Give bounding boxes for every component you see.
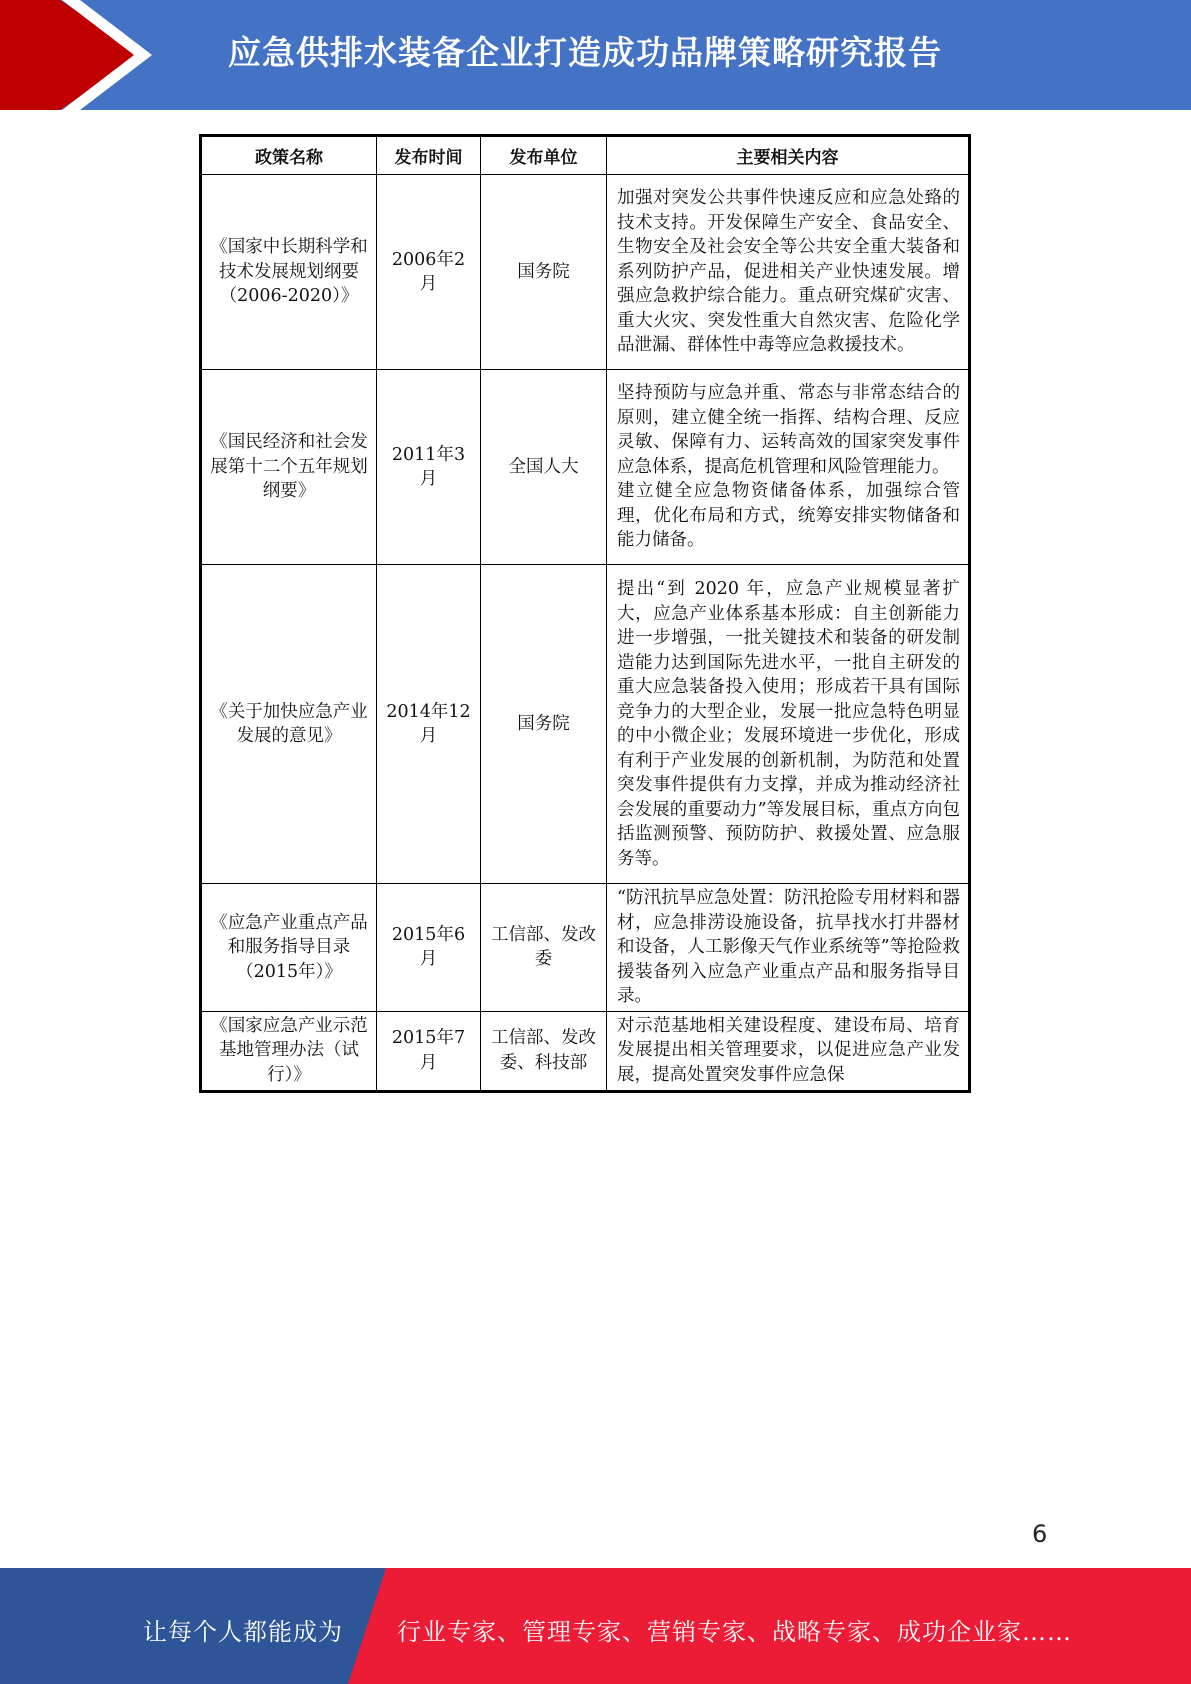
table-row bbox=[201, 565, 970, 884]
column-header-release-date: 发布时间 bbox=[377, 136, 481, 175]
content-cell: 提出“到 2020 年，应急产业规模显著扩大，应急产业体系基本形成：自主创新能力进一步增强，一批关键技术和装备的研发制造能力达到国际先进水平，一批自主研发的重大应急装备投入使用；形成若干具有国际竞争力的大型企业，发展一批应急特色明显的中小微企业；发展环境进一步优化，形成有利于产业发展的创新机制，为防范和处置突发事件提供有力支撑，并成为推动经济社会发展的重要动力”等发展目标，重点方向包括监测预警、预防防护、救援处置、应急服务等。 bbox=[607, 565, 970, 884]
policy-name-cell: 《关于加快应急产业发展的意见》 bbox=[201, 565, 377, 884]
table-row bbox=[201, 884, 970, 1012]
issuer-cell: 国务院 bbox=[481, 565, 607, 884]
release-date-cell: 2011年3月 bbox=[377, 370, 481, 565]
page-title: 应急供排水装备企业打造成功品牌策略研究报告 bbox=[228, 33, 942, 72]
issuer-cell: 工信部、发改委 bbox=[481, 884, 607, 1012]
release-date-cell: 2014年12月 bbox=[377, 565, 481, 884]
table-row bbox=[201, 175, 970, 370]
table-row bbox=[201, 370, 970, 565]
policy-name-cell: 《国家中长期科学和技术发展规划纲要（2006-2020）》 bbox=[201, 175, 377, 370]
header-banner bbox=[0, 0, 1191, 110]
policy-name-cell: 《国家应急产业示范基地管理办法（试行）》 bbox=[201, 1011, 377, 1091]
content-cell bbox=[607, 370, 970, 565]
content-cell: 加强对突发公共事件快速反应和应急处臵的技术支持。开发保障生产安全、食品安全、生物安全及社会安全等公共安全重大装备和系列防护产品，促进相关产业快速发展。增强应急救护综合能力。重点研究煤矿灾害、重大火灾、突发性重大自然灾害、危险化学品泄漏、群体性中毒等应急救援技术。 bbox=[607, 175, 970, 370]
footer-slogan-right: 行业专家、管理专家、营销专家、战略专家、成功企业家…… bbox=[397, 1618, 1072, 1646]
release-date-cell: 2006年2月 bbox=[377, 175, 481, 370]
content-cell: “防汛抗旱应急处置：防汛抢险专用材料和器材，应急排涝设施设备，抗旱找水打井器材和设备，人工影像天气作业系统等”等抢险救援装备列入应急产业重点产品和服务指导目录。 bbox=[607, 884, 970, 1012]
column-header-content: 主要相关内容 bbox=[607, 136, 970, 175]
footer-slogan-left: 让每个人都能成为 bbox=[143, 1618, 343, 1646]
policy-name-cell: 《应急产业重点产品和服务指导目录（2015年）》 bbox=[201, 884, 377, 1012]
issuer-cell: 国务院 bbox=[481, 175, 607, 370]
content-paragraph: 建立健全应急物资储备体系，加强综合管理，优化布局和方式，统筹安排实物储备和能力储备。 bbox=[617, 481, 960, 551]
content-paragraph: 坚持预防与应急并重、常态与非常态结合的原则，建立健全统一指挥、结构合理、反应灵敏、保障有力、运转高效的国家突发事件应急体系，提高危机管理和风险管理能力。 bbox=[617, 383, 960, 477]
release-date-cell: 2015年7月 bbox=[377, 1011, 481, 1091]
footer-banner bbox=[0, 1568, 1191, 1684]
policy-table bbox=[199, 134, 971, 1093]
column-header-issuer: 发布单位 bbox=[481, 136, 607, 175]
table-header-row bbox=[201, 136, 970, 175]
issuer-cell: 工信部、发改委、科技部 bbox=[481, 1011, 607, 1091]
table-row bbox=[201, 1011, 970, 1091]
page-number: 6 bbox=[1032, 1520, 1048, 1548]
release-date-cell: 2015年6月 bbox=[377, 884, 481, 1012]
policy-name-cell: 《国民经济和社会发展第十二个五年规划纲要》 bbox=[201, 370, 377, 565]
column-header-policy-name: 政策名称 bbox=[201, 136, 377, 175]
issuer-cell: 全国人大 bbox=[481, 370, 607, 565]
content-cell: 对示范基地相关建设程度、建设布局、培育发展提出相关管理要求，以促进应急产业发展，提高处置突发事件应急保 bbox=[607, 1011, 970, 1091]
